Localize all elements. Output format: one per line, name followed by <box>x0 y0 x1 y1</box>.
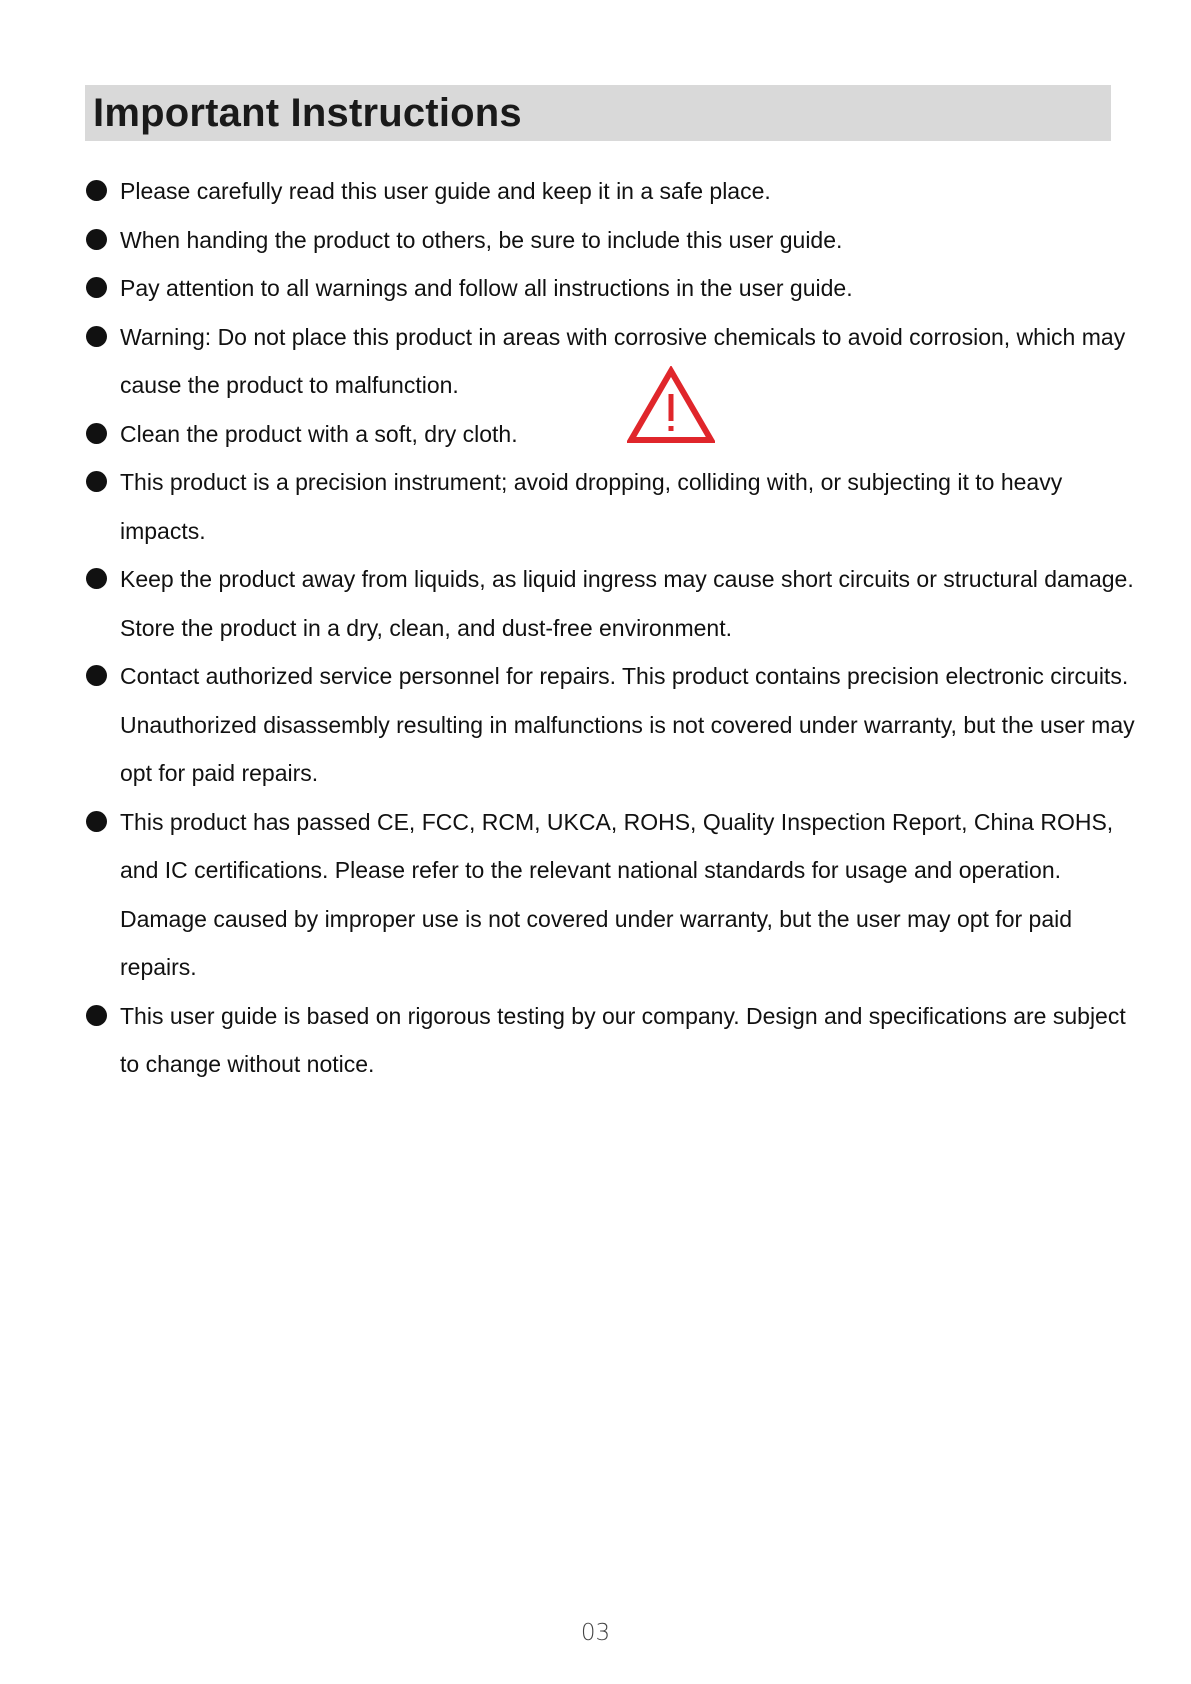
bullet-icon <box>86 277 107 298</box>
instruction-text: Pay attention to all warnings and follow all instructions in the user guide. <box>120 275 853 301</box>
instruction-text: Please carefully read this user guide and keep it in a safe place. <box>120 178 771 204</box>
list-item <box>85 458 1135 555</box>
page-number: 03 <box>580 1620 611 1646</box>
list-item <box>85 798 1135 992</box>
bullet-icon <box>86 326 107 347</box>
bullet-icon <box>86 471 107 492</box>
instruction-text: This user guide is based on rigorous testing by our company. Design and specifications are subject to change without notice. <box>120 1002 1126 1077</box>
instruction-text: This product has passed CE, FCC, RCM, UKCA, ROHS, Quality Inspection Report, China ROHS, and IC certifications. Please refer to the relevant national standards for usage and operation. Damage caused by improper use is not covered under warranty, but the user may opt for paid repairs. <box>120 808 1114 980</box>
instruction-text: Warning: Do not place this product in areas with corrosive chemicals to avoid corrosion, which may cause the product to malfunction. <box>120 323 1126 398</box>
section-title-bar <box>85 85 1111 141</box>
bullet-icon <box>86 811 107 832</box>
page-title: Important Instructions <box>93 91 522 135</box>
list-item <box>85 652 1135 798</box>
bullet-icon <box>86 229 107 250</box>
bullet-icon <box>86 1005 107 1026</box>
instruction-text: Clean the product with a soft, dry cloth. <box>120 420 518 447</box>
list-item <box>85 410 1135 459</box>
list-item <box>85 555 1135 652</box>
bullet-icon <box>86 180 107 201</box>
instruction-text: Contact authorized service personnel for repairs. This product contains precision electronic circuits. Unauthorized disassembly resulting in malfunctions is not covered under warranty, but the user may opt for paid repairs. <box>120 663 1135 786</box>
list-item <box>85 264 1135 313</box>
warning-triangle-icon <box>627 366 715 444</box>
instruction-text: This product is a precision instrument; avoid dropping, colliding with, or subjecting it to heavy impacts. <box>120 469 1063 544</box>
instruction-text: Keep the product away from liquids, as liquid ingress may cause short circuits or structural damage. Store the product in a dry, clean, and dust-free environment. <box>120 566 1134 641</box>
list-item <box>85 313 1135 410</box>
list-item <box>85 216 1135 265</box>
bullet-icon <box>86 423 107 444</box>
instruction-list <box>85 167 1135 1089</box>
bullet-icon <box>86 568 107 589</box>
list-item <box>85 167 1135 216</box>
list-item <box>85 992 1135 1089</box>
bullet-icon <box>86 665 107 686</box>
instruction-text: When handing the product to others, be sure to include this user guide. <box>120 226 843 253</box>
